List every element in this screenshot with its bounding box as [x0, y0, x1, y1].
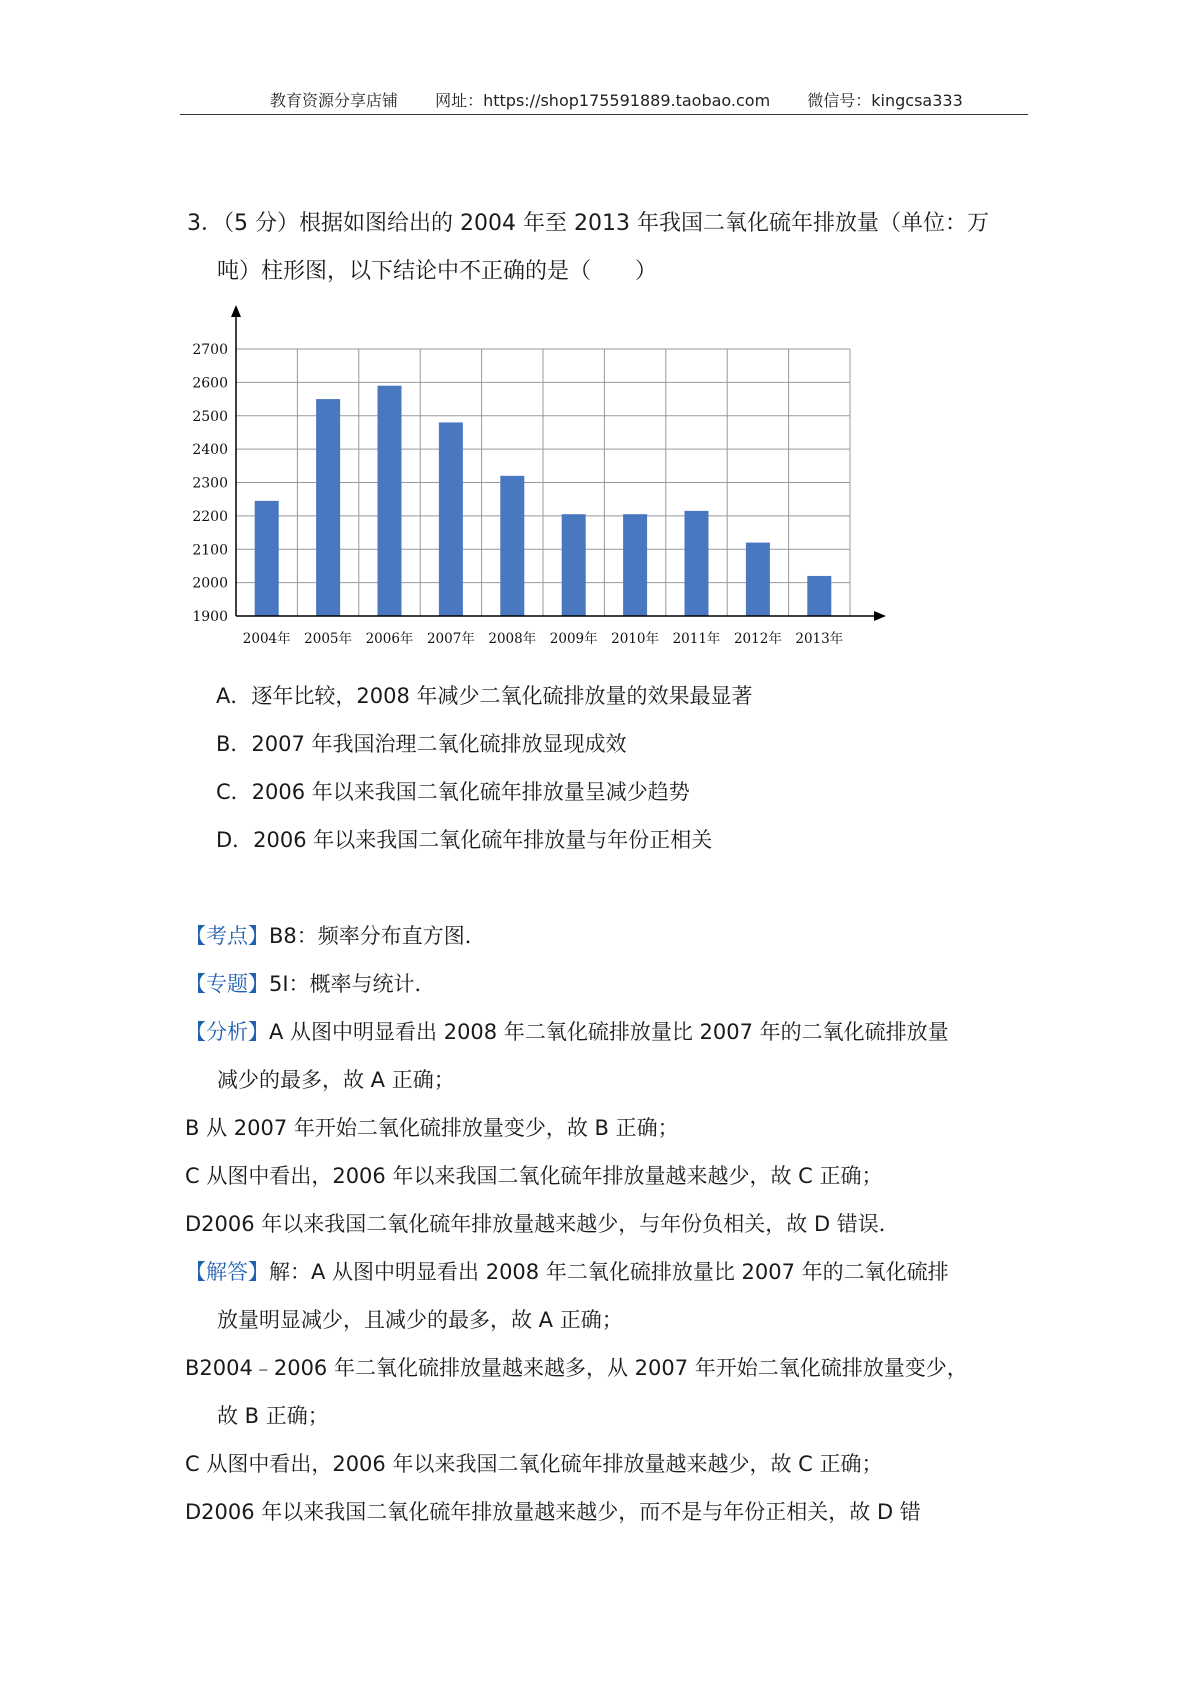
y-tick-label: 2000 [192, 575, 228, 592]
fenxi-line-1: A 从图中明显看出 2008 年二氧化硫排放量比 2007 年的二氧化硫排放量 [269, 1020, 949, 1044]
x-tick-label: 2011年 [672, 631, 721, 647]
x-tick-label: 2007年 [426, 631, 475, 647]
wechat-id: 微信号：kingcsa333 [807, 91, 963, 110]
y-axis-arrow [231, 305, 241, 317]
fenxi-line-5: D2006 年以来我国二氧化硫年排放量越来越少，与年份负相关，故 D 错误． [185, 1212, 900, 1236]
zhuanti-text: 5I：概率与统计． [269, 972, 436, 996]
y-tick-label: 1900 [192, 609, 228, 625]
shop-name: 教育资源分享店铺 [270, 91, 399, 110]
x-tick-label: 2013年 [795, 631, 844, 647]
x-tick-label: 2012年 [733, 631, 782, 647]
page-header [180, 84, 1028, 115]
x-tick-label: 2005年 [304, 631, 353, 647]
option-c: C．2006 年以来我国二氧化硫年排放量呈减少趋势 [216, 780, 690, 804]
bar [746, 543, 770, 616]
jieda-tag: 【解答】 [185, 1260, 269, 1284]
x-tick-label: 2004年 [242, 631, 291, 647]
y-tick-label: 2700 [192, 342, 228, 358]
fenxi-line-2: 减少的最多，故 A 正确； [217, 1068, 455, 1092]
x-tick-label: 2008年 [488, 631, 537, 647]
jieda-line-5: C 从图中看出，2006 年以来我国二氧化硫年排放量越来越少，故 C 正确； [185, 1452, 883, 1476]
question-line-2: 吨）柱形图，以下结论中不正确的是（ ） [217, 259, 658, 284]
bar [439, 422, 463, 616]
jieda-line-1: 解：A 从图中明显看出 2008 年二氧化硫排放量比 2007 年的二氧化硫排 [269, 1260, 949, 1284]
x-tick-label: 2010年 [611, 631, 660, 647]
y-tick-label: 2600 [192, 375, 228, 392]
x-axis-arrow [874, 611, 886, 621]
bar [623, 514, 647, 616]
bar [500, 476, 524, 616]
fenxi-line-3: B 从 2007 年开始二氧化硫排放量变少，故 B 正确； [185, 1116, 679, 1140]
jieda-line-2: 放量明显减少，且减少的最多，故 A 正确； [217, 1308, 623, 1332]
y-tick-label: 2100 [192, 542, 228, 559]
bar [562, 514, 586, 616]
question-line-1: 3．（5 分）根据如图给出的 2004 年至 2013 年我国二氧化硫年排放量（单位：万 [187, 211, 989, 236]
fenxi-tag: 【分析】 [185, 1020, 269, 1044]
solution-section [185, 912, 1035, 1536]
shop-url: 网址：https://shop175591889.taobao.com [435, 91, 771, 110]
option-a: A．逐年比较，2008 年减少二氧化硫排放量的效果最显著 [216, 684, 753, 708]
bar [316, 399, 340, 616]
zhuanti-row [185, 960, 1035, 1008]
jieda-line-4: 故 B 正确； [217, 1404, 329, 1428]
bar [807, 576, 831, 616]
kaodian-tag: 【考点】 [185, 924, 269, 948]
bar [378, 386, 402, 616]
jieda-line-3: B2004﹣2006 年二氧化硫排放量越来越多，从 2007 年开始二氧化硫排放量变少， [185, 1356, 968, 1380]
kaodian-row [185, 912, 1035, 960]
y-tick-label: 2200 [192, 508, 228, 525]
y-tick-label: 2400 [192, 442, 228, 459]
x-tick-label: 2009年 [549, 631, 598, 647]
bar [255, 501, 279, 616]
question-stem [187, 200, 1027, 296]
answer-options [216, 672, 752, 864]
bar [685, 511, 709, 616]
y-tick-label: 2300 [192, 475, 228, 492]
kaodian-text: B8：频率分布直方图． [269, 924, 486, 948]
jieda-line-6: D2006 年以来我国二氧化硫年排放量越来越少，而不是与年份正相关，故 D 错 [185, 1500, 921, 1524]
fenxi-line-4: C 从图中看出，2006 年以来我国二氧化硫年排放量越来越少，故 C 正确； [185, 1164, 883, 1188]
bar-chart [180, 305, 900, 665]
x-tick-label: 2006年 [365, 631, 414, 647]
option-b: B．2007 年我国治理二氧化硫排放显现成效 [216, 732, 627, 756]
fenxi-row [185, 1008, 1035, 1056]
option-d: D．2006 年以来我国二氧化硫年排放量与年份正相关 [216, 828, 713, 852]
jieda-row [185, 1248, 1035, 1296]
zhuanti-tag: 【专题】 [185, 972, 269, 996]
y-tick-label: 2500 [192, 408, 228, 425]
